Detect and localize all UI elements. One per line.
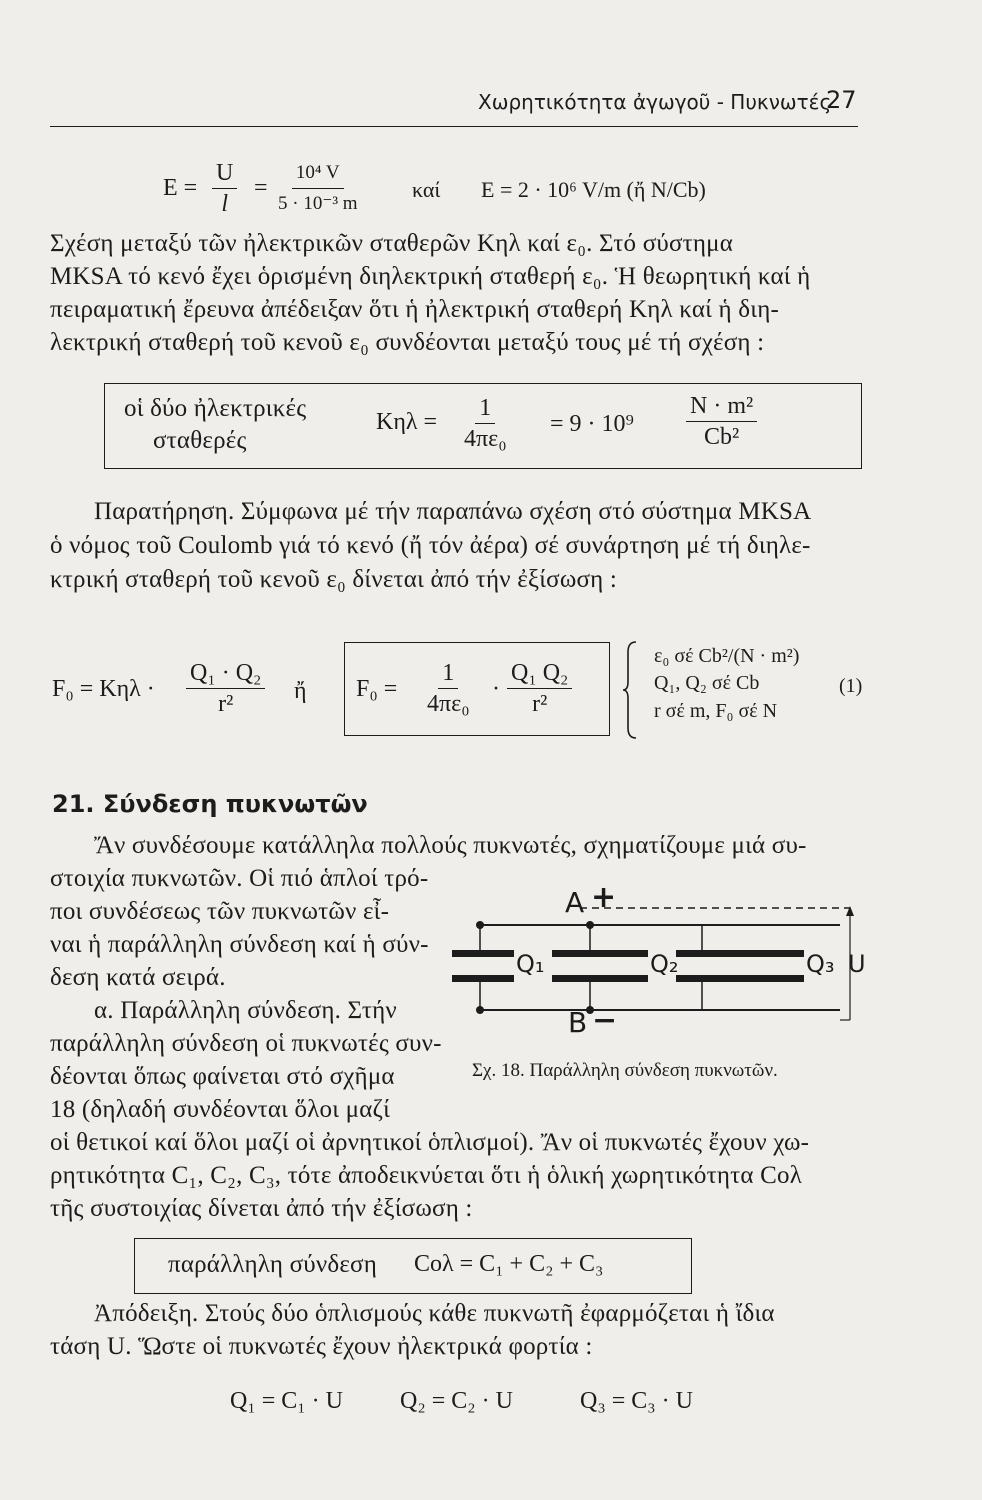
parallel-line-2: ρητικότητα C₁, C₂, C₃, τότε ἀποδεικνύεται ὅτι ἡ ὁλική χωρητικότητα Cολ	[50, 1162, 803, 1189]
eq1-l: l	[221, 191, 228, 217]
intro-line-7: παράλληλη σύνδεση οἱ πυκνωτές συν-	[50, 1030, 442, 1057]
units-line-1: ε₀ σέ Cb²/(N · m²)	[654, 645, 800, 667]
note-line-1: Παρατήρηση. Σύμφωνα μέ τήν παραπάνω σχέση στό σύστημα MKSA	[94, 498, 812, 525]
constants-unit-den: Cb²	[703, 424, 740, 450]
relation-line-4: λεκτρική σταθερή τοῦ κενοῦ ε₀ συνδέονται μεταξύ τους μέ τή σχέση :	[50, 329, 765, 356]
units-line-3: r σέ m, F₀ σέ N	[654, 700, 778, 722]
coulomb-frac-3-num: Q₁ Q₂	[507, 659, 572, 689]
figure-label-a: A	[565, 886, 585, 919]
constants-frac-den: 4πε₀	[464, 426, 507, 452]
figure-q3: Q₃	[806, 950, 835, 978]
constants-label-2: σταθερές	[153, 427, 247, 454]
figure-q1: Q₁	[516, 950, 545, 978]
charge-q1: Q₁ = C₁ · U	[230, 1388, 343, 1414]
figure-minus: −	[592, 1003, 618, 1038]
eq1-voltage: 10⁴ V	[292, 159, 344, 189]
intro-line-8: δέονται ὅπως φαίνεται στό σχῆμα	[50, 1063, 395, 1090]
constants-one-over-4pi-eps	[460, 394, 511, 453]
eq1-kai: καί	[412, 177, 441, 202]
figure-caption: Σχ. 18. Παράλληλη σύνδεση πυκνωτῶν.	[472, 1060, 778, 1081]
relation-line-1: Σχέση μεταξύ τῶν ἠλεκτρικῶν σταθερῶν Kηλ καί ε₀. Στό σύστημα	[50, 230, 734, 257]
charge-q2: Q₂ = C₂ · U	[400, 1388, 513, 1414]
coulomb-frac-3	[507, 659, 572, 718]
intro-line-3: ποι συνδέσεως τῶν πυκνωτῶν εἶ-	[50, 898, 390, 925]
relation-line-2: MKSA τό κενό ἔχει ὁρισμένη διηλεκτρική σταθερή ε₀. Ἡ θεωρητική καί ἡ	[50, 263, 811, 290]
parallel-box-formula: Cολ = C₁ + C₂ + C₃	[414, 1251, 604, 1277]
figure-label-b: B	[568, 1006, 588, 1039]
coulomb-frac-2-num: 1	[438, 659, 458, 689]
intro-line-4: ναι ἡ παράλληλη σύνδεση καί ἡ σύν-	[50, 931, 429, 958]
figure-plus: +	[591, 880, 617, 915]
proof-line-1: Ἀπόδειξη. Στούς δύο ὁπλισμούς κάθε πυκνωτῆ ἐφαρμόζεται ἡ ἴδια	[94, 1300, 775, 1327]
eq1-distance: 5 · 10⁻³ m	[278, 193, 358, 214]
coulomb-frac-1-num: Q₁ · Q₂	[186, 659, 265, 689]
equation-number: (1)	[839, 675, 863, 697]
units-brace	[622, 640, 638, 740]
intro-line-9: 18 (δηλαδή συνδέονται ὅλοι μαζί	[50, 1096, 390, 1123]
page-number: 27	[826, 86, 857, 114]
constants-k-label: Kηλ =	[376, 409, 438, 435]
parallel-line-1: οἱ θετικοί καί ὅλοι μαζί οἱ ἀρνητικοί ὁπλισμοί). Ἄν οἱ πυκνωτές ἔχουν χω-	[50, 1129, 810, 1156]
header-rule	[50, 126, 858, 127]
eq1-u: U	[212, 159, 237, 189]
coulomb-or: ἤ	[294, 678, 307, 704]
figure-q2: Q₂	[650, 950, 679, 978]
note-line-2: ὁ νόμος τοῦ Coulomb γιά τό κενό (ἤ τόν ἀέρα) σέ συνάρτηση μέ τή διηλε-	[50, 532, 811, 559]
coulomb-frac-2	[423, 659, 474, 718]
constants-unit-num: N · m²	[686, 392, 757, 422]
constants-frac-num: 1	[475, 394, 495, 424]
running-title: Χωρητικότητα ἀγωγοῦ - Πυκνωτές	[478, 90, 832, 114]
figure-u: U	[848, 950, 866, 978]
coulomb-f-box: F₀ =	[356, 676, 398, 702]
eq1-u-over-l	[212, 159, 237, 218]
eq1-result: E = 2 · 10⁶ V/m (ἤ N/Cb)	[481, 177, 706, 202]
constants-label-1: οἱ δύο ἠλεκτρικές	[124, 395, 307, 422]
coulomb-frac-1-den: r²	[218, 691, 234, 717]
coulomb-frac-3-den: r²	[532, 691, 548, 717]
parallel-box-label: παράλληλη σύνδεση	[168, 1251, 378, 1278]
proof-line-2: τάση U. Ὥστε οἱ πυκνωτές ἔχουν ἠλεκτρικά φορτία :	[50, 1333, 593, 1360]
intro-line-5: δεση κατά σειρά.	[50, 964, 226, 991]
parallel-line-3: τῆς συστοιχίας δίνεται ἀπό τήν ἐξίσωση :	[50, 1195, 473, 1222]
relation-line-3: πειραματική ἔρευνα ἀπέδειξαν ὅτι ἡ ἠλεκτρική σταθερή Kηλ καί ἡ διη-	[50, 296, 779, 323]
intro-line-6: α. Παράλληλη σύνδεση. Στήν	[94, 997, 397, 1024]
constants-unit-fraction	[686, 392, 757, 451]
eq1-voltage-fraction	[274, 159, 362, 218]
eq1-equals: =	[254, 175, 268, 201]
eq1-e-left: E =	[163, 175, 198, 201]
coulomb-dot: ·	[492, 676, 500, 702]
coulomb-f-left: F₀ = Kηλ ·	[52, 676, 155, 702]
intro-line-1: Ἄν συνδέσουμε κατάλληλα πολλούς πυκνωτές, σχηματίζουμε μιά συ-	[94, 832, 807, 859]
units-line-2: Q₁, Q₂ σέ Cb	[654, 672, 760, 694]
coulomb-frac-1	[186, 659, 265, 718]
charge-q3: Q₃ = C₃ · U	[580, 1388, 693, 1414]
coulomb-frac-2-den: 4πε₀	[427, 691, 470, 717]
intro-line-2: στοιχία πυκνωτῶν. Οἱ πιό ἁπλοί τρό-	[50, 865, 429, 892]
constants-value: = 9 · 10⁹	[550, 411, 634, 437]
section-heading: 21. Σύνδεση πυκνωτῶν	[52, 790, 368, 818]
note-line-3: κτρική σταθερή τοῦ κενοῦ ε₀ δίνεται ἀπό τήν ἐξίσωση :	[50, 566, 618, 593]
